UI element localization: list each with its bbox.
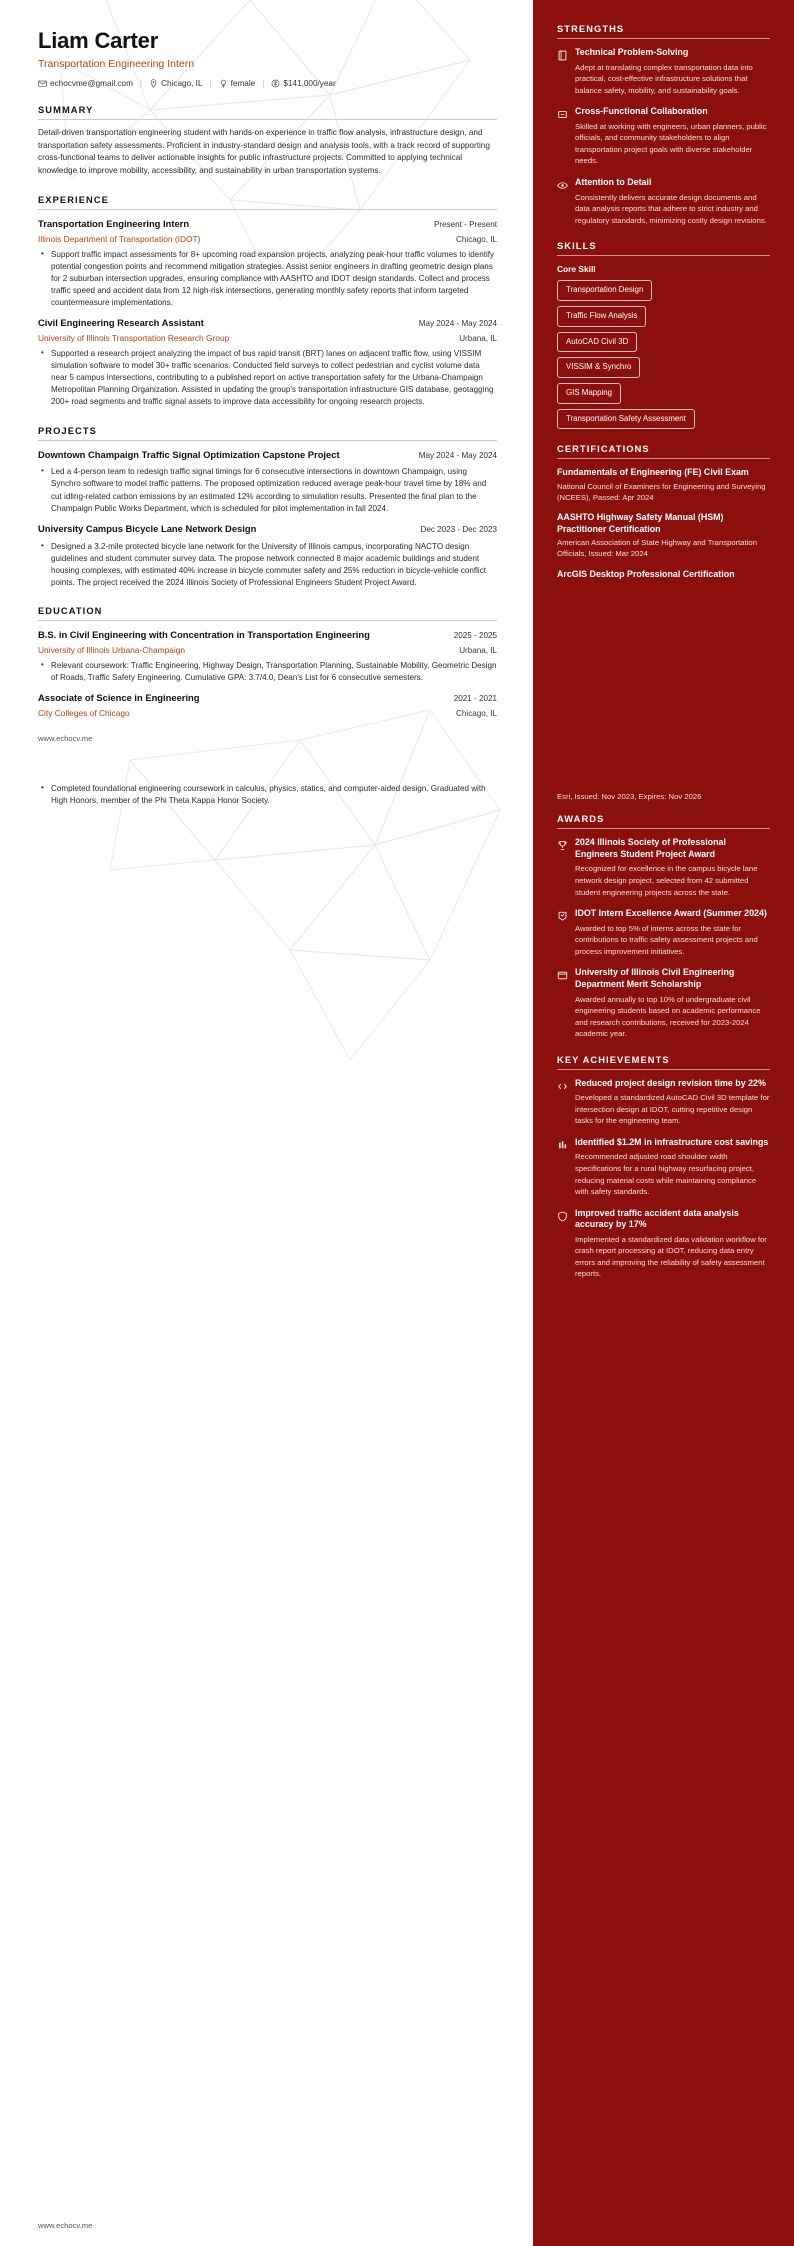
award-desc: Awarded annually to top 10% of undergraduate civil engineering students based on academic performance and research contributions, received for 2023-2024 academic year.	[575, 994, 761, 1039]
code-icon	[557, 1079, 568, 1090]
certification-title: ArcGIS Desktop Professional Certification	[557, 568, 735, 579]
ribbon-icon	[557, 909, 568, 920]
project-entry	[38, 523, 497, 589]
achievement-title: Identified $1.2M in infrastructure cost savings	[575, 1136, 769, 1147]
skill-chip: AutoCAD Civil 3D	[557, 332, 637, 353]
entry-bullets	[38, 348, 497, 409]
bullet-item: • Relevant coursework: Traffic Engineering, Highway Design, Transportation Planning, Sustainable Mobility, Geometric Design of Roads, Traffic Safety Engineering. Cumulative GPA: 3.7/4.0, Dean's List for 6 consecutive semesters.	[49, 660, 497, 684]
job-title: Transportation Engineering Intern	[38, 58, 195, 70]
page-title: Liam Carter	[38, 28, 159, 53]
entry-location: Urbana, IL	[459, 333, 497, 343]
bullet-item: • Supported a research project analyzing the impact of bus rapid transit (BRT) lanes on adjacent traffic flow, using VISSIM simulation software to model 30+ traffic scenarios. Conducted field surveys to collect pedestrian and cyclist volume data near 5 campus intersections, contributing to a published report on active transportation safety for the Urbana-Champaign Metropolitan Planning Organization. Assisted in updating the group's transportation infrastructure GIS database, geotagging 200+ road segments and traffic signal assets to improve data accessibility for ongoing research projects.	[49, 348, 497, 409]
entry-title: Civil Engineering Research Assistant	[38, 317, 204, 329]
sidebar-section-certifications	[557, 444, 770, 580]
sidebar-title-skills: SKILLS	[557, 241, 770, 256]
section-title-summary: SUMMARY	[38, 105, 497, 120]
section-education	[38, 606, 497, 718]
entry-title: Associate of Science in Engineering	[38, 692, 200, 704]
entry-date: Present - Present	[434, 219, 497, 229]
bullet-item: • Led a 4-person team to redesign traffic signal timings for 6 consecutive intersections in downtown Champaign, using Synchro software to model traffic patterns. The proposed optimization reduced average peak-hour travel time by 18% and cut idling-related carbon emissions by an estimated 12% according to simulation results. Presented the final plan to the Champaign Public Works Department, which is scheduled for pilot implementation in fall 2024.	[49, 466, 497, 515]
skill-chip: GIS Mapping	[557, 383, 621, 404]
bullet-item: • Designed a 3.2-mile protected bicycle lane network for the University of Illinois campus, incorporating NACTO design guidelines and student commuter survey data. The propose network connected 8 major academic buildings and student housing complexes, with estimated 40% increase in bicycle commuter safety and 25% reduction in bicycle-vehicle conflict points. The project received the 2024 Illinois Society of Professional Engineers Student Project Award.	[49, 541, 497, 590]
entry-date: Dec 2023 - Dec 2023	[420, 524, 497, 534]
education-entry	[38, 629, 497, 684]
contact-separator-2: |	[209, 79, 212, 88]
certification-title: Fundamentals of Engineering (FE) Civil Exam	[557, 467, 749, 478]
section-title-experience: EXPERIENCE	[38, 195, 497, 210]
achievement-item	[557, 1137, 770, 1198]
contact-gender	[219, 79, 256, 88]
sidebar-section-achievements	[557, 1055, 770, 1280]
experience-entry	[38, 218, 497, 309]
sidebar	[533, 0, 794, 2246]
certification-continued: Esri, Issued: Nov 2023, Expires: Nov 2026	[557, 792, 702, 802]
skill-chip: Transportation Design	[557, 280, 652, 301]
entry-title: University Campus Bicycle Lane Network Design	[38, 522, 257, 534]
entry-title: Downtown Champaign Traffic Signal Optimization Capstone Project	[38, 448, 340, 460]
contact-gender-text: female	[230, 79, 256, 88]
certification-title: AASHTO Highway Safety Manual (HSM) Practitioner Certification	[557, 512, 724, 534]
entry-organization: University of Illinois Transportation Research Group	[38, 332, 230, 343]
award-title: University of Illinois Civil Engineering Department Merit Scholarship	[575, 967, 735, 989]
award-title: IDOT Intern Excellence Award (Summer 2024)	[575, 908, 767, 919]
award-item	[557, 837, 770, 898]
strength-desc: Skilled at working with engineers, urban planners, public officials, and community stakeholders to align transportation project goals with diverse stakeholder needs.	[575, 121, 767, 166]
entry-bullets	[38, 660, 497, 684]
contact-salary	[271, 79, 335, 88]
achievement-title: Reduced project design revision time by 22%	[575, 1077, 766, 1088]
section-projects	[38, 426, 497, 590]
achievement-item	[557, 1208, 770, 1280]
entry-location: Chicago, IL	[456, 234, 497, 244]
page-header	[38, 28, 497, 88]
certificate-icon	[557, 968, 568, 979]
education-entry	[38, 692, 497, 718]
sidebar-section-skills	[557, 241, 770, 429]
strength-item	[557, 47, 770, 96]
entry-bullets	[38, 466, 497, 515]
award-desc: Awarded to top 5% of interns across the state for contributions to traffic safety assessment projects and process improvement initiatives.	[575, 923, 758, 956]
certification-item	[557, 467, 770, 503]
certification-desc: American Association of State Highway and Transportation Officials, Issued: Mar 2024	[557, 538, 757, 559]
book-icon	[557, 48, 568, 59]
achievement-desc: Developed a standardized AutoCAD Civil 3D template for intersection design at IDOT, cutting repetitive design tasks for the engineering team.	[575, 1093, 770, 1126]
entry-date: May 2024 - May 2024	[418, 319, 497, 329]
location-pin-icon	[149, 79, 158, 88]
strength-desc: Consistently delivers accurate design documents and data analysis reports that adhere to strict industry and regulatory standards, minimizing costly design revisions.	[575, 192, 767, 225]
skill-chip: Transportation Safety Assessment	[557, 409, 695, 430]
money-icon	[271, 79, 280, 88]
award-desc: Recognized for excellence in the campus bicycle lane network design project, selected from 42 submitted student engineering projects across the state.	[575, 864, 758, 897]
bullet-item: • Support traffic impact assessments for 8+ upcoming road expansion projects, analyzing peak-hour traffic volumes to identify potential congestion points and recommend mitigation strategies. Assist senior engineers in drafting geometric design plans for 2 suburban intersection upgrades, ensuring compliance with AASHTO and IDOT design standards. Collect and process traffic speed and accident data from 12 high-risk intersections, generating monthly safety reports that inform targeted countermeasure implementations.	[49, 249, 497, 310]
entry-title: Transportation Engineering Intern	[38, 217, 190, 229]
contact-bar	[38, 79, 497, 88]
entry-date: 2021 - 2021	[453, 694, 497, 704]
skill-chips	[557, 280, 770, 429]
chart-bars-icon	[557, 1138, 568, 1149]
sidebar-title-awards: AWARDS	[557, 814, 770, 829]
contact-email[interactable]	[38, 79, 133, 88]
strength-title: Attention to Detail	[575, 176, 652, 187]
entry-organization: Illinois Department of Transportation (IDOT)	[38, 233, 201, 244]
certification-item	[557, 569, 770, 581]
strength-item	[557, 177, 770, 226]
section-title-education: EDUCATION	[38, 606, 497, 621]
entry-date: 2025 - 2025	[453, 631, 497, 641]
entry-title: B.S. in Civil Engineering with Concentration in Transportation Engineering	[38, 629, 370, 641]
bullet-item: • Completed foundational engineering coursework in calculus, physics, statics, and computer-aided design. Graduated with High Honors, member of the Phi Theta Kappa Honor Society.	[49, 783, 497, 807]
entry-organization: University of Illinois Urbana-Champaign	[38, 644, 186, 655]
entry-location: Urbana, IL	[459, 645, 497, 655]
achievement-desc: Recommended adjusted road shoulder width specifications for a rural highway resurfacing project, reducing material costs while maintaining compliance with safety standards.	[575, 1152, 757, 1197]
certification-item	[557, 512, 770, 559]
strength-title: Technical Problem-Solving	[575, 47, 689, 57]
page-footer-url[interactable]: www.echocv.me	[38, 733, 93, 743]
entry-bullets	[38, 783, 497, 807]
experience-entry	[38, 317, 497, 408]
entry-location: Chicago, IL	[456, 708, 497, 718]
education-continued	[38, 783, 497, 807]
contact-salary-text: $141,000/year	[283, 79, 336, 88]
contact-location-text: Chicago, IL	[161, 79, 203, 88]
entry-organization: City Colleges of Chicago	[38, 707, 130, 718]
sidebar-title-certifications: CERTIFICATIONS	[557, 444, 770, 459]
achievement-title: Improved traffic accident data analysis accuracy by 17%	[575, 1207, 739, 1230]
section-experience	[38, 195, 497, 409]
achievement-item	[557, 1078, 770, 1127]
contact-location	[149, 79, 202, 88]
skill-chip: VISSIM & Synchro	[557, 357, 640, 378]
sidebar-page-break	[557, 595, 770, 791]
section-title-projects: PROJECTS	[38, 426, 497, 441]
eye-icon	[557, 178, 568, 189]
achievement-desc: Implemented a standardized data validation workflow for crash report processing at IDOT, reducing data entry errors and improving the reliability of safety assessment reports.	[575, 1234, 767, 1279]
entry-date: May 2024 - May 2024	[418, 450, 497, 460]
shield-icon	[557, 1209, 568, 1220]
strength-title: Cross-Functional Collaboration	[575, 106, 708, 117]
summary-text: Detail-driven transportation engineering student with hands-on experience in traffic flow analysis, infrastructure design, and transportation safety assessments. Proficient in industry-standard design and analysis tools, with a track record of supporting cross-functional teams to deliver actionable insights for public infrastructure projects. Committed to applying technical knowledge to improve mobility, accessibility, and sustainability in urban transportation systems.	[38, 128, 490, 176]
strength-desc: Adept at translating complex transportation data into practical, cost-effective infrastructure solutions that balance safety, mobility, and sustainability goals.	[575, 62, 753, 95]
sidebar-section-awards	[557, 814, 770, 1039]
entry-bullets	[38, 541, 497, 590]
handshake-icon	[557, 107, 568, 118]
entry-bullets	[38, 249, 497, 310]
certification-desc: National Council of Examiners for Engineering and Surveying (NCEES), Passed: Apr 2024	[557, 481, 766, 502]
strength-item	[557, 106, 770, 167]
skills-group-label: Core Skill	[557, 264, 596, 275]
section-summary	[38, 105, 497, 178]
skill-chip: Traffic Flow Analysis	[557, 306, 646, 327]
award-item	[557, 967, 770, 1039]
contact-separator-3: |	[262, 79, 265, 88]
sidebar-section-strengths	[557, 24, 770, 226]
envelope-icon	[38, 79, 47, 88]
award-title: 2024 Illinois Society of Professional Engineers Student Project Award	[575, 837, 726, 859]
contact-separator-1: |	[139, 79, 143, 88]
sidebar-title-strengths: STRENGTHS	[557, 24, 770, 39]
award-item	[557, 908, 770, 957]
contact-email-text: echocvme@gmail.com	[50, 79, 133, 88]
sidebar-title-achievements: KEY ACHIEVEMENTS	[557, 1055, 770, 1070]
trophy-icon	[557, 838, 568, 849]
page2-footer-url[interactable]: www.echocv.me	[38, 2221, 93, 2230]
gender-icon	[219, 79, 228, 88]
project-entry	[38, 449, 497, 515]
